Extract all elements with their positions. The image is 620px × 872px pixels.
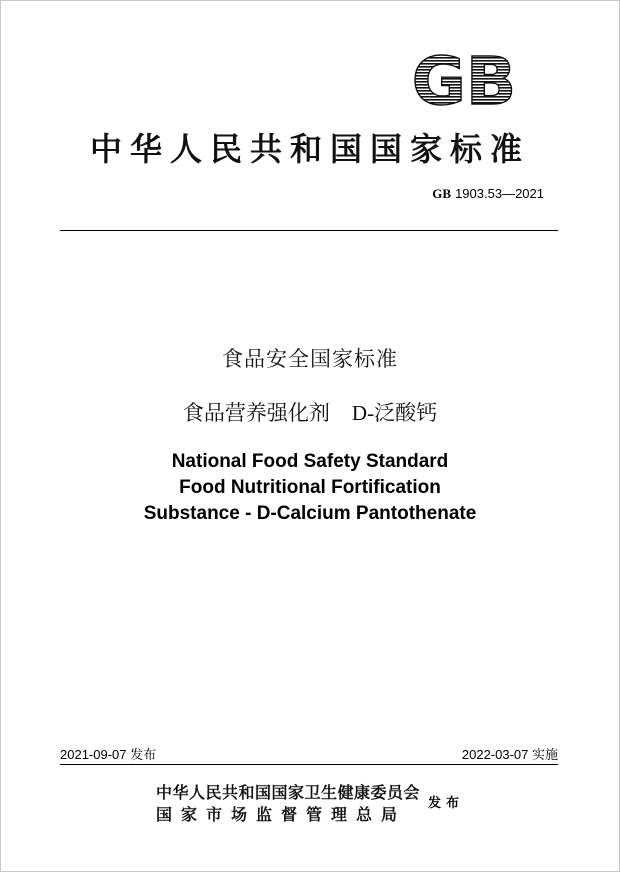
cn-title-line2-part1: 食品营养强化剂 [182, 401, 330, 425]
gb-logo [404, 48, 524, 110]
standard-code [432, 186, 544, 202]
cn-title-line2 [0, 397, 620, 427]
implementation-date: 2022-03-07 实施 [461, 747, 558, 762]
standard-prefix: GB [432, 186, 452, 201]
standard-number: 1903.53—2021 [455, 186, 544, 201]
en-title-line2: Food Nutritional Fortification [179, 477, 441, 498]
publish-label: 发布 [428, 796, 465, 811]
en-title-line1: National Food Safety Standard [171, 451, 449, 472]
cn-title-line1: 食品安全国家标准 [222, 347, 398, 371]
gb-logo-text: GB [411, 48, 517, 110]
en-title-line3: Substance - D-Calcium Pantothenate [143, 503, 477, 524]
country-standard-title: 中华人民共和国国家标准 [89, 130, 530, 168]
issuer-line2: 国家市场监督管理总局 [156, 805, 407, 824]
issuer-line1: 中华人民共和国国家卫生健康委员会 [156, 783, 421, 802]
issue-date: 2021-09-07 发布 [60, 747, 157, 762]
bottom-divider [60, 764, 558, 765]
cn-title-line2-part2: D-泛酸钙 [351, 401, 438, 425]
top-divider [60, 230, 558, 231]
